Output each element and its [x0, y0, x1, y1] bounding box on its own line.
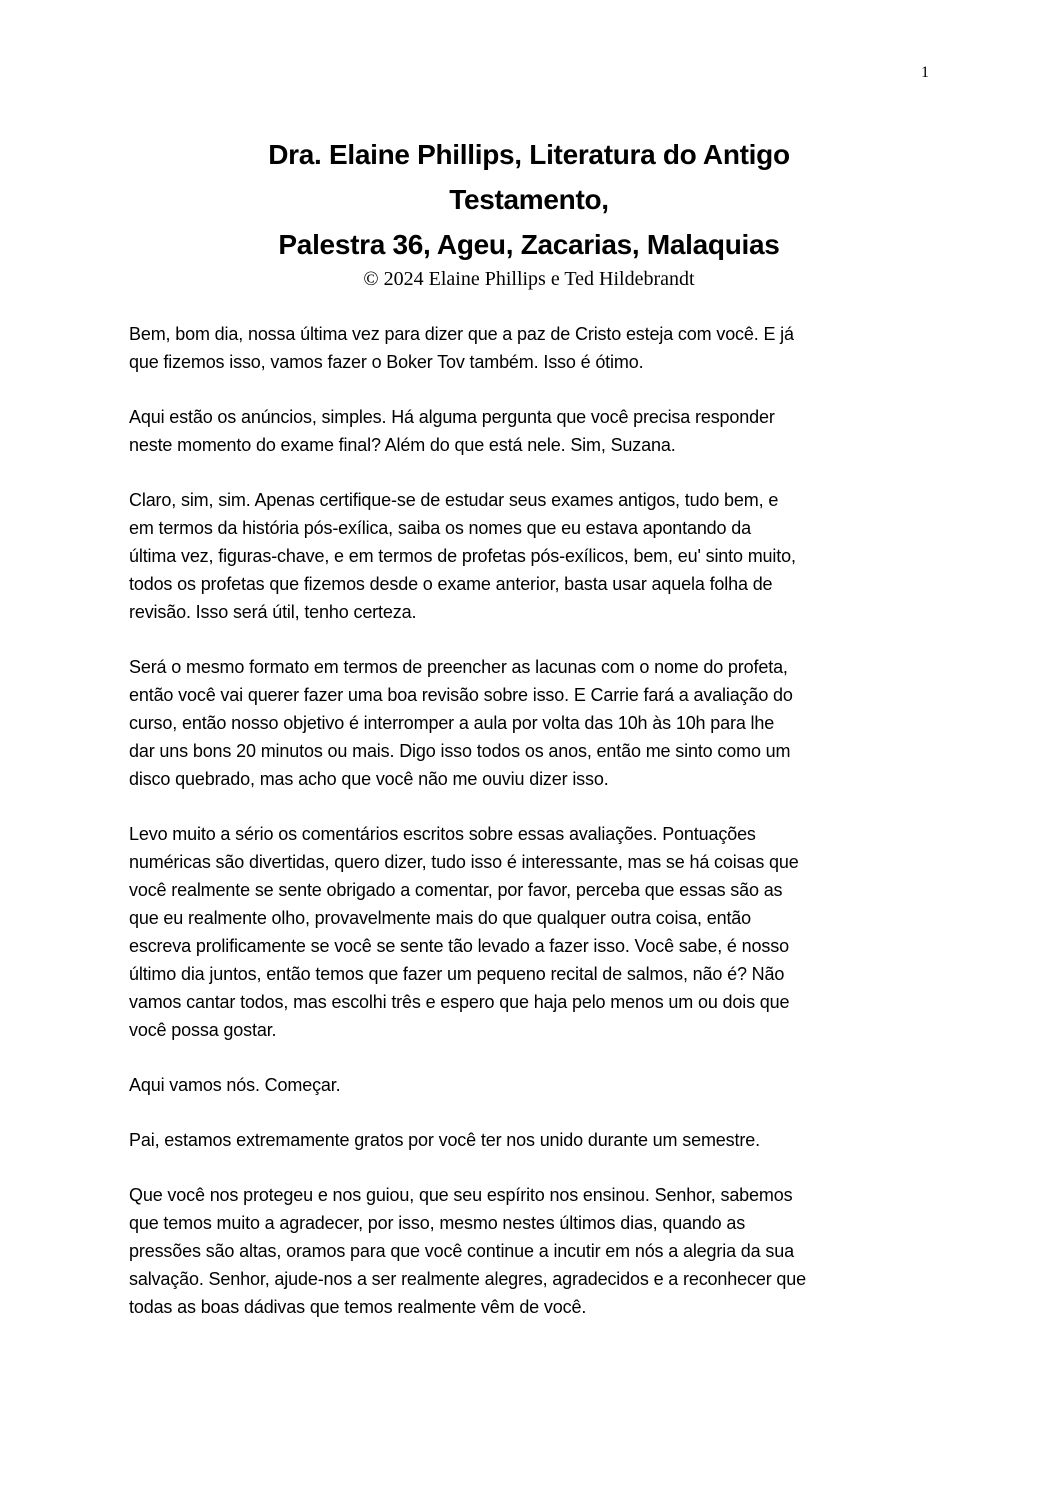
text-line: disco quebrado, mas acho que você não me ouviu dizer isso. — [129, 769, 609, 789]
text-line: Bem, bom dia, nossa última vez para dizer que a paz de Cristo esteja com você. E já — [129, 324, 794, 344]
page-number: 1 — [921, 64, 929, 81]
text-line: vamos cantar todos, mas escolhi três e espero que haja pelo menos um ou dois que — [129, 992, 790, 1012]
text-line: você realmente se sente obrigado a comentar, por favor, perceba que essas são as — [129, 880, 783, 900]
text-line: último dia juntos, então temos que fazer um pequeno recital de salmos, não é? Não — [129, 964, 785, 984]
text-line: pressões são altas, oramos para que você continue a incutir em nós a alegria da sua — [129, 1241, 794, 1261]
text-line: Aqui vamos nós. Começar. — [129, 1075, 341, 1095]
text-line: última vez, figuras-chave, e em termos de profetas pós-exílicos, bem, eu' sinto muito, — [129, 546, 796, 566]
text-line: Que você nos protegeu e nos guiou, que seu espírito nos ensinou. Senhor, sabemos — [129, 1185, 793, 1205]
text-line: você possa gostar. — [129, 1020, 277, 1040]
paragraph — [129, 403, 949, 459]
paragraph — [129, 320, 949, 376]
text-line: neste momento do exame final? Além do que está nele. Sim, Suzana. — [129, 435, 676, 455]
text-line: dar uns bons 20 minutos ou mais. Digo isso todos os anos, então me sinto como um — [129, 741, 791, 761]
text-line: em termos da história pós-exílica, saiba os nomes que eu estava apontando da — [129, 518, 751, 538]
paragraph — [129, 1181, 949, 1321]
text-line: que temos muito a agradecer, por isso, mesmo nestes últimos dias, quando as — [129, 1213, 746, 1233]
text-line: todas as boas dádivas que temos realmente vêm de você. — [129, 1297, 587, 1317]
text-line: então você vai querer fazer uma boa revisão sobre isso. E Carrie fará a avaliação do — [129, 685, 793, 705]
text-line: salvação. Senhor, ajude-nos a ser realmente alegres, agradecidos e a reconhecer que — [129, 1269, 806, 1289]
copyright-notice: © 2024 Elaine Phillips e Ted Hildebrandt — [363, 268, 695, 290]
text-line: que fizemos isso, vamos fazer o Boker Tov também. Isso é ótimo. — [129, 352, 644, 372]
text-line: Aqui estão os anúncios, simples. Há alguma pergunta que você precisa responder — [129, 407, 775, 427]
document-title — [0, 132, 1058, 267]
text-line: escreva prolificamente se você se sente tão levado a fazer isso. Você sabe, é nosso — [129, 936, 789, 956]
text-line: Será o mesmo formato em termos de preencher as lacunas com o nome do profeta, — [129, 657, 788, 677]
paragraph — [129, 1126, 949, 1154]
paragraph — [129, 486, 949, 626]
paragraph — [129, 1071, 949, 1099]
title-line: Testamento, — [449, 184, 609, 215]
text-line: Pai, estamos extremamente gratos por você ter nos unido durante um semestre. — [129, 1130, 760, 1150]
text-line: revisão. Isso será útil, tenho certeza. — [129, 602, 417, 622]
title-line: Palestra 36, Ageu, Zacarias, Malaquias — [278, 229, 780, 260]
text-line: curso, então nosso objetivo é interromper a aula por volta das 10h às 10h para lhe — [129, 713, 775, 733]
paragraph — [129, 653, 949, 793]
text-line: Claro, sim, sim. Apenas certifique-se de estudar seus exames antigos, tudo bem, e — [129, 490, 779, 510]
text-line: Levo muito a sério os comentários escritos sobre essas avaliações. Pontuações — [129, 824, 756, 844]
text-line: que eu realmente olho, provavelmente mais do que qualquer outra coisa, então — [129, 908, 752, 928]
text-line: todos os profetas que fizemos desde o exame anterior, basta usar aquela folha de — [129, 574, 773, 594]
text-line: numéricas são divertidas, quero dizer, tudo isso é interessante, mas se há coisas que — [129, 852, 799, 872]
title-line: Dra. Elaine Phillips, Literatura do Antigo — [268, 139, 790, 170]
paragraph — [129, 820, 949, 1044]
document-body — [129, 320, 949, 1348]
